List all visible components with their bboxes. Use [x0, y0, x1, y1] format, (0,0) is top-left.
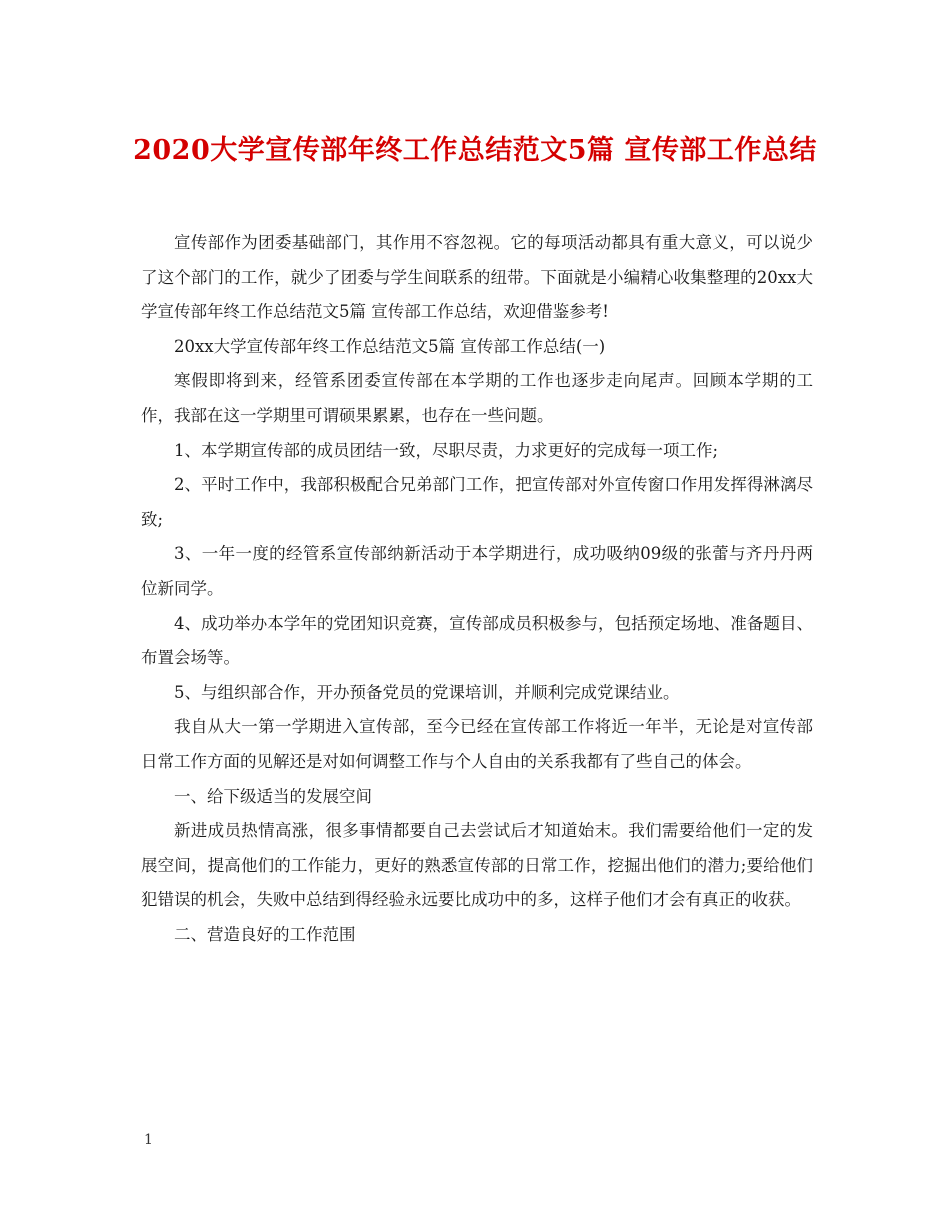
paragraph-section-heading: 20xx大学宣传部年终工作总结范文5篇 宣传部工作总结(一)	[174, 336, 606, 356]
paragraph-opening: 寒假即将到来，经管系团委宣传部在本学期的工作也逐步走向尾声。回顾本学期的工作，我部在这一学期里可谓硕果累累，也存在一些问题。	[141, 371, 813, 425]
paragraph-subheading-1: 一、给下级适当的发展空间	[174, 786, 372, 806]
page-number: 1	[144, 1132, 153, 1148]
paragraph-item-5: 5、与组织部合作，开办预备党员的党课培训，并顺利完成党课结业。	[174, 682, 680, 702]
paragraph-development-space: 新进成员热情高涨，很多事情都要自己去尝试后才知道始末。我们需要给他们一定的发展空间，提高他们的工作能力，更好的熟悉宣传部的日常工作，挖掘出他们的潜力;要给他们犯错误的机会，失败中总结到得经验永远要比成功中的多，这样子他们才会有真正的收获。	[141, 821, 813, 910]
paragraph-item-2: 2、平时工作中，我部积极配合兄弟部门工作，把宣传部对外宣传窗口作用发挥得淋漓尽致;	[141, 475, 813, 529]
paragraph-item-4: 4、成功举办本学年的党团知识竞赛，宣传部成员积极参与，包括预定场地、准备题目、布置会场等。	[141, 613, 813, 668]
paragraph-item-3: 3、一年一度的经管系宣传部纳新活动于本学期进行，成功吸纳09级的张蕾与齐丹丹两位新同学。	[141, 544, 813, 598]
paragraph-intro: 宣传部作为团委基础部门，其作用不容忽视。它的每项活动都具有重大意义，可以说少了这个部门的工作，就少了团委与学生间联系的纽带。下面就是小编精心收集整理的20xx大学宣传部年终工作总结范文5篇 宣传部工作总结，欢迎借鉴参考!	[141, 233, 813, 322]
paragraph-subheading-2: 二、营造良好的工作范围	[174, 924, 356, 944]
document-title: 2020大学宣传部年终工作总结范文5篇 宣传部工作总结	[133, 135, 817, 166]
paragraph-item-1: 1、本学期宣传部的成员团结一致，尽职尽责，力求更好的完成每一项工作;	[174, 440, 719, 460]
document-body	[141, 226, 813, 952]
paragraph-reflection: 我自从大一第一学期进入宣传部，至今已经在宣传部工作将近一年半，无论是对宣传部日常工作方面的见解还是对如何调整工作与个人自由的关系我都有了些自己的体会。	[141, 717, 813, 771]
